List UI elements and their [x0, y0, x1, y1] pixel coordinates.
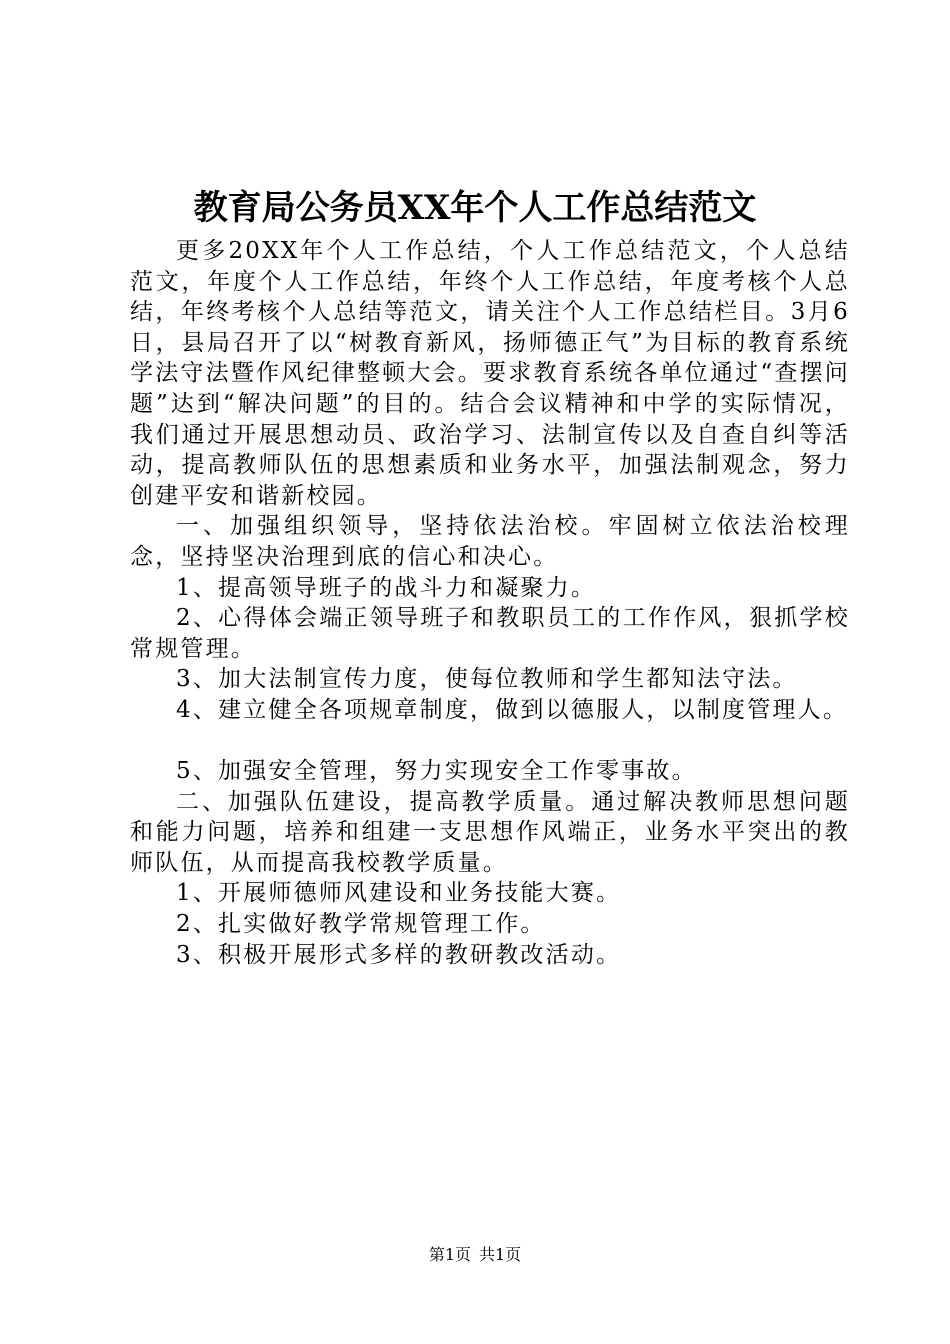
section-one-item-4: 4、建立健全各项规章制度，做到以德服人，以制度管理人。 [176, 696, 849, 723]
section-one-item-3: 3、加大法制宣传力度，使每位教师和学生都知法守法。 [176, 666, 798, 693]
section-one-heading-paragraph: 一、加强组织领导，坚持依法治校。牢固树立依法治校理念，坚持坚决治理到底的信心和决心。 [130, 513, 850, 570]
section-two-item-1: 1、开展师德师风建设和业务技能大赛。 [176, 880, 622, 907]
page-number-current: 第1页 [428, 1245, 471, 1264]
section-one-item-1: 1、提高领导班子的战斗力和凝聚力。 [176, 574, 597, 601]
document-title: 教育局公务员XX年个人工作总结范文 [193, 188, 757, 228]
page-number-total: 共1页 [479, 1245, 522, 1264]
document-body [130, 236, 850, 970]
section-two-item-2: 2、扎实做好教学常规管理工作。 [176, 911, 546, 938]
section-two-heading-paragraph: 二、加强队伍建设，提高教学质量。通过解决教师思想问题和能力问题，培养和组建一支思想作风端正，业务水平突出的教师队伍，从而提高我校教学质量。 [130, 788, 850, 876]
section-one-item-5: 5、加强安全管理，努力实现安全工作零事故。 [176, 758, 697, 785]
section-one-item-2: 2、心得体会端正领导班子和教职员工的工作作风，狠抓学校常规管理。 [130, 605, 850, 662]
intro-paragraph: 更多20XX年个人工作总结，个人工作总结范文，个人总结范文，年度个人工作总结，年终个人工作总结，年度考核个人总结，年终考核个人总结等范文，请关注个人工作总结栏目。3月6日，县局召开了以“树教育新风，扬师德正气”为目标的教育系统学法守法暨作风纪律整顿大会。要求教育系统各单位通过“查摆问题”达到“解决问题”的目的。结合会议精神和中学的实际情况，我们通过开展思想动员、政治学习、法制宣传以及自查自纠等活动，提高教师队伍的思想素质和业务水平，加强法制观念，努力创建平安和谐新校园。 [130, 238, 850, 509]
section-two-item-3: 3、积极开展形式多样的教研教改活动。 [176, 941, 622, 968]
page-footer [0, 1245, 950, 1265]
